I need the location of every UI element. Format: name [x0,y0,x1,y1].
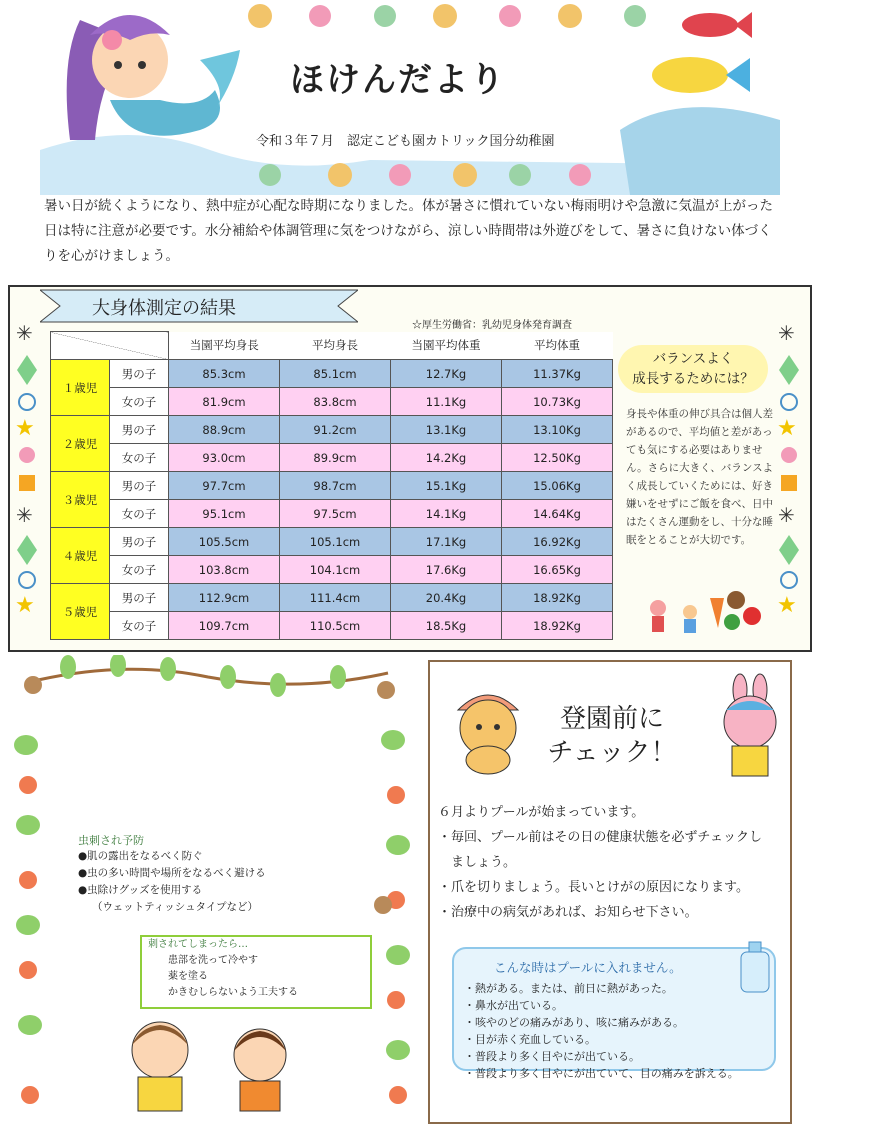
check-list [438,800,783,925]
table-cell: 13.1Kg [391,416,502,444]
table-row [51,416,613,444]
table-cell: 85.1cm [280,360,391,388]
table-row [51,612,613,640]
rabbit-icon [712,672,787,782]
source-note: ☆厚生労働省：乳幼児身体発育調査 [412,320,572,331]
svg-text:✳: ✳ [778,321,795,345]
list-item: ・熱がある。または、前日に熱があった。 [464,982,673,995]
table-cell: 10.73Kg [502,388,613,416]
table-row [51,528,613,556]
svg-text:★: ★ [777,593,797,618]
svg-text:★: ★ [15,593,35,618]
side-heading [618,345,768,393]
list-item: ・咳やのどの痛みがあり、咳に痛みがある。 [464,1016,684,1029]
svg-text:★: ★ [777,416,797,441]
list-item: ・普段より多く目やにが出ていて、目の痛みを訴える。 [464,1067,739,1080]
age-label: ４歳児 [51,528,110,584]
table-cell: 13.10Kg [502,416,613,444]
table-cell: 95.1cm [169,500,280,528]
sex-label: 女の子 [110,556,169,584]
svg-text:✳: ✳ [16,321,33,345]
table-cell: 110.5cm [280,612,391,640]
table-row [51,500,613,528]
table-row [51,360,613,388]
list-item: ・毎回、プール前はその日の健康状態を必ずチェックし [438,830,762,845]
age-label: ２歳児 [51,416,110,472]
table-cell: 105.5cm [169,528,280,556]
table-cell: 111.4cm [280,584,391,612]
list-item: ●肌の露出をなるべく防ぐ [78,850,203,862]
table-cell: 81.9cm [169,388,280,416]
intro-paragraph: 暑い日が続くようになり、熱中症が心配な時期になりました。体が暑さに慣れていない梅雨明けや急激に気温が上がった日は特に注意が必要です。水分補給や体調管理に気をつけながら、涼しい時間帯は外遊びをして、暑さに負けない体づくりを心がけましょう。 [44,198,773,264]
table-cell: 109.7cm [169,612,280,640]
age-label: １歳児 [51,360,110,416]
column-header: 平均身長 [280,332,391,360]
table-cell: 85.3cm [169,360,280,388]
children-illustration [110,1015,310,1120]
measurement-title: 大身体測定の結果 [92,298,236,319]
page-subtitle: 令和３年７月 認定こども園カトリック国分幼稚園 [256,134,555,149]
table-cell: 18.5Kg [391,612,502,640]
list-item: ・鼻水が出ている。 [464,999,563,1012]
age-label: ３歳児 [51,472,110,528]
list-item: かきむしらないよう工夫する [168,987,298,998]
pool-rules-list [464,980,739,1082]
list-item: （ウェットティッシュタイプなど） [92,901,259,913]
table-row [51,556,613,584]
table-cell: 104.1cm [280,556,391,584]
table-cell: 103.8cm [169,556,280,584]
svg-text:★: ★ [15,416,35,441]
sex-label: 女の子 [110,500,169,528]
table-cell: 12.50Kg [502,444,613,472]
cat-icon [448,680,528,775]
table-cell: 16.65Kg [502,556,613,584]
sex-label: 男の子 [110,472,169,500]
table-cell: 88.9cm [169,416,280,444]
list-item: ●虫除けグッズを使用する [78,884,203,896]
list-item: 薬を塗る [168,971,208,982]
svg-text:✳: ✳ [778,503,795,527]
list-item: ・目が赤く充血している。 [464,1033,596,1046]
check-title-line: チェック！ [547,738,677,768]
pool-rules-heading: こんな時はプールに入れません。 [494,960,682,975]
table-cell: 93.0cm [169,444,280,472]
table-cell: 17.6Kg [391,556,502,584]
column-header: 平均体重 [502,332,613,360]
table-cell: 18.92Kg [502,612,613,640]
table-cell: 14.1Kg [391,500,502,528]
list-item: ましょう。 [438,855,517,870]
table-cell: 98.7cm [280,472,391,500]
table-cell: 20.4Kg [391,584,502,612]
side-paragraph: 身長や体重の伸び具合は個人差があるので、平均値と差があっても気にする必要はありません。さらに大きく、バランスよく成長していくためには、好き嫌いをせずにご飯を食べ、日中はたくさん運動をし、十分な睡眠をとることが大切です。 [626,408,774,546]
list-item: ６月よりプールが始まっています。 [438,805,645,820]
list-item: ●虫の多い時間や場所をなるべく避ける [78,867,266,879]
fish-icon [652,12,752,93]
list-item: ・爪を切りましょう。長いとけがの原因になります。 [438,880,749,895]
sex-label: 女の子 [110,444,169,472]
table-cell: 14.64Kg [502,500,613,528]
table-cell: 15.06Kg [502,472,613,500]
sex-label: 男の子 [110,360,169,388]
age-label: ５歳児 [51,584,110,640]
insect-heading: 虫刺され予防 [78,834,144,847]
sex-label: 男の子 [110,528,169,556]
table-cell: 11.37Kg [502,360,613,388]
table-cell: 18.92Kg [502,584,613,612]
mermaid-icon [67,15,240,140]
table-row [51,584,613,612]
sex-label: 男の子 [110,584,169,612]
table-cell: 16.92Kg [502,528,613,556]
side-heading-line: 成長するためには？ [632,371,754,387]
table-cell: 83.8cm [280,388,391,416]
measurement-table [50,331,613,640]
table-cell: 97.5cm [280,500,391,528]
check-title-line: 登園前に [559,704,664,734]
list-item: 患部を洗って冷やす [168,955,258,966]
table-row [51,388,613,416]
table-cell: 12.7Kg [391,360,502,388]
bottle-icon [735,940,775,995]
bite-care-box [140,935,372,1009]
insect-list [78,848,266,916]
kids-vegetables-illustration [640,578,770,642]
page-title: ほけんだより [290,60,506,100]
bite-care-heading: 刺されてしまったら… [148,939,248,950]
table-cell: 17.1Kg [391,528,502,556]
sex-label: 女の子 [110,388,169,416]
table-cell: 97.7cm [169,472,280,500]
check-title [542,702,682,770]
table-row [51,472,613,500]
column-header: 当園平均体重 [391,332,502,360]
list-item: ・普段より多く目やにが出ている。 [464,1050,640,1063]
decorative-shapes-right [774,320,804,620]
sex-label: 女の子 [110,612,169,640]
decorative-shapes-left [12,320,42,620]
table-cell: 15.1Kg [391,472,502,500]
table-cell: 14.2Kg [391,444,502,472]
column-header: 当園平均身長 [169,332,280,360]
table-cell: 91.2cm [280,416,391,444]
sex-label: 男の子 [110,416,169,444]
table-cell: 89.9cm [280,444,391,472]
side-heading-line: バランスよく [652,351,734,367]
table-cell: 11.1Kg [391,388,502,416]
list-item: ・治療中の病気があれば、お知らせ下さい。 [438,905,698,920]
svg-text:✳: ✳ [16,503,33,527]
table-cell: 112.9cm [169,584,280,612]
table-cell: 105.1cm [280,528,391,556]
table-corner [51,332,169,360]
table-row [51,444,613,472]
